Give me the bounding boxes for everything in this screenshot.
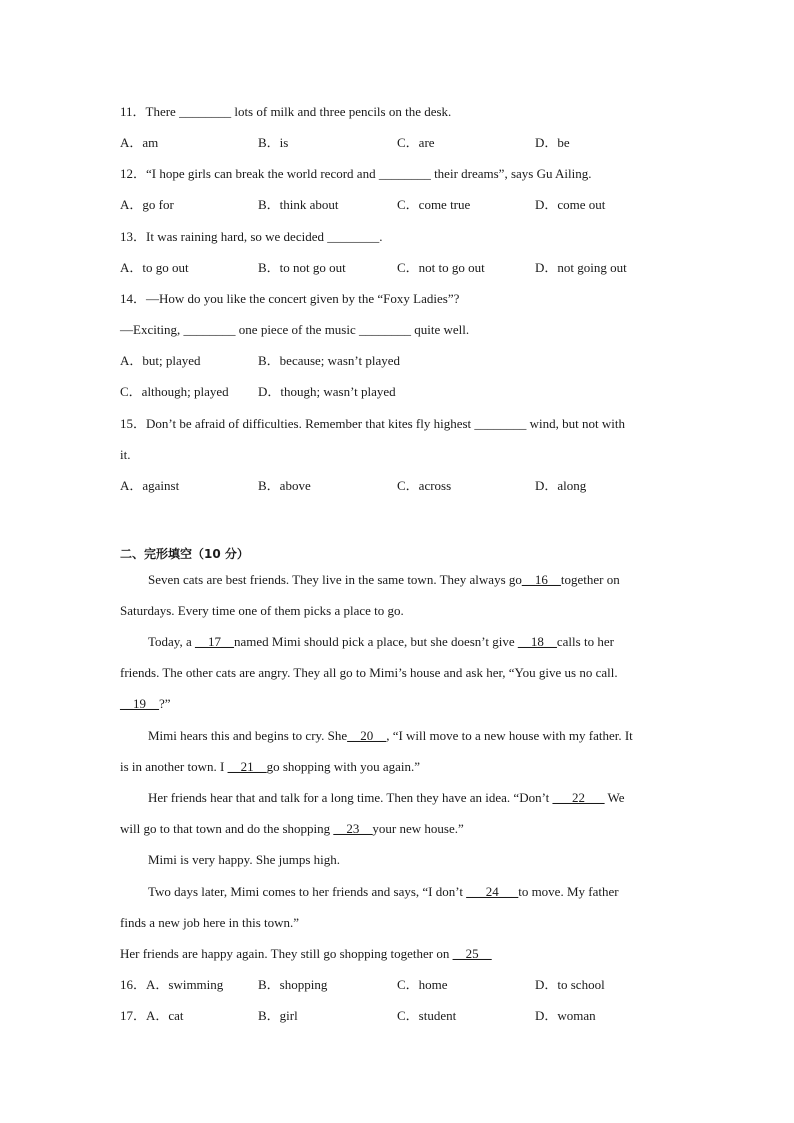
option-d: D．woman [535, 1008, 596, 1023]
passage-line: Today, a __17__named Mimi should pick a place, but she doesn’t give __18__calls to her [148, 634, 614, 649]
option-b: B．to not go out [258, 260, 346, 275]
option-a: A．against [120, 478, 180, 493]
question-13-stem: 13．It was raining hard, so we decided ________. [120, 229, 383, 244]
blank-25: __25__ [452, 946, 492, 961]
question-12-stem: 12．“I hope girls can break the world record and ________ their dreams”, says Gu Ailing. [120, 166, 592, 181]
blank-17: __17__ [194, 634, 234, 649]
blank-20: __20__ [347, 728, 387, 743]
option-c: C．come true [397, 197, 471, 212]
passage-line: is in another town. I __21__go shopping with you again.” [120, 759, 421, 774]
option-a: 16．A．swimming [120, 977, 224, 992]
passage-line: __19__?” [120, 696, 171, 711]
blank-21: __21__ [227, 759, 267, 774]
section-heading: 二、完形填空（10 分） [120, 547, 249, 561]
option-d: D．along [535, 478, 587, 493]
passage-line: Two days later, Mimi comes to her friends and says, “I don’t ___24___to move. My father [148, 884, 619, 899]
question-14-options-row-2 [120, 383, 680, 401]
question-13-options [120, 259, 680, 277]
option-c: C．home [397, 977, 448, 992]
option-d: D．come out [535, 197, 606, 212]
question-15-stem-line-2: it. [120, 447, 131, 462]
question-17-options [120, 1007, 680, 1025]
question-14-stem: 14．—How do you like the concert given by the “Foxy Ladies”? [120, 291, 460, 306]
blank-19: __19__ [120, 696, 159, 711]
passage-line: Her friends are happy again. They still go shopping together on __25__ [120, 946, 492, 961]
passage-line: friends. The other cats are angry. They all go to Mimi’s house and ask her, “You give us no call. [120, 665, 618, 680]
option-b: B．is [258, 135, 289, 150]
option-a: A．to go out [120, 260, 189, 275]
question-14-options-row-1 [120, 352, 680, 370]
passage-line: finds a new job here in this town.” [120, 915, 300, 930]
blank-23: __23__ [333, 821, 373, 836]
passage-line: Saturdays. Every time one of them picks a place to go. [120, 603, 404, 618]
question-16-options [120, 976, 680, 994]
question-14-stem-line-2: —Exciting, ________ one piece of the music ________ quite well. [120, 322, 470, 337]
option-d: D．be [535, 135, 570, 150]
option-b: B．above [258, 478, 311, 493]
option-b: B．girl [258, 1008, 298, 1023]
passage-line: Mimi is very happy. She jumps high. [148, 852, 340, 867]
option-b: B．because; wasn’t played [258, 353, 400, 368]
option-c: C．are [397, 135, 435, 150]
option-b: B．think about [258, 197, 339, 212]
question-15-options [120, 477, 680, 495]
option-b: B．shopping [258, 977, 328, 992]
option-a: 17．A．cat [120, 1008, 184, 1023]
option-c: C．although; played [120, 384, 229, 399]
option-c: C．across [397, 478, 452, 493]
option-d: D．to school [535, 977, 605, 992]
option-a: A．but; played [120, 353, 201, 368]
blank-24: ___24___ [466, 884, 519, 899]
option-a: A．am [120, 135, 159, 150]
option-d: D．though; wasn’t played [258, 384, 396, 399]
question-11-options [120, 134, 680, 152]
blank-18: __18__ [517, 634, 557, 649]
option-c: C．not to go out [397, 260, 485, 275]
question-15-stem: 15．Don’t be afraid of difficulties. Remember that kites fly highest ________ wind, but not with [120, 416, 625, 431]
question-12-options [120, 196, 680, 214]
blank-22: ___22___ [552, 790, 605, 805]
option-d: D．not going out [535, 260, 627, 275]
passage-line: Her friends hear that and talk for a long time. Then they have an idea. “Don’t ___22___ We [148, 790, 625, 805]
option-c: C．student [397, 1008, 457, 1023]
passage-line: will go to that town and do the shopping __23__your new house.” [120, 821, 464, 836]
question-11-stem: 11．There ________ lots of milk and three pencils on the desk. [120, 104, 452, 119]
passage-line: Mimi hears this and begins to cry. She__20__, “I will move to a new house with my father. It [148, 728, 633, 743]
blank-16: __16__ [521, 572, 561, 587]
option-a: A．go for [120, 197, 174, 212]
passage-line: Seven cats are best friends. They live in the same town. They always go__16__together on [148, 572, 620, 587]
